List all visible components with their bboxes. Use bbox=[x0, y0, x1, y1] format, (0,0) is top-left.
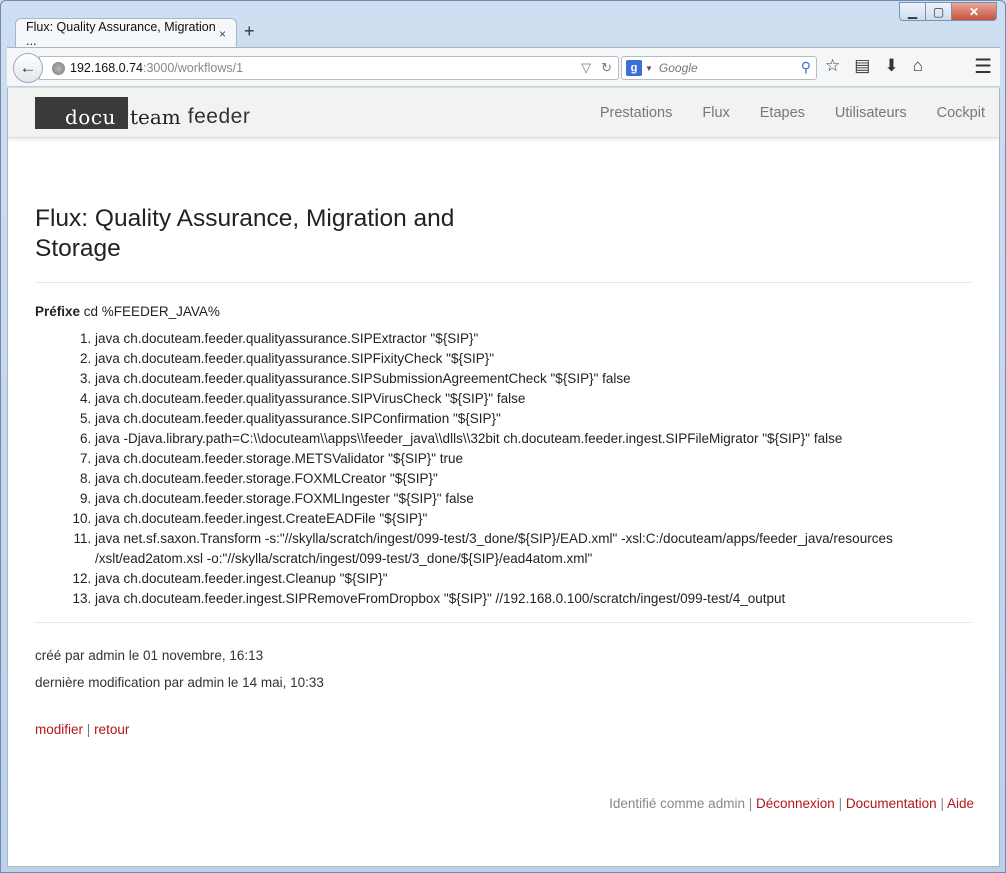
bookmark-star-icon[interactable]: ☆ bbox=[825, 56, 841, 75]
list-item: 12. java ch.docuteam.feeder.ingest.Cleanup "${SIP}" bbox=[95, 569, 972, 589]
window-controls bbox=[900, 2, 997, 21]
url-host: 192.168.0.74 bbox=[70, 61, 143, 75]
nav-item-prestations[interactable]: Prestations bbox=[599, 105, 673, 121]
minimize-button[interactable]: ▁ bbox=[899, 2, 926, 21]
nav-item-etapes[interactable]: Etapes bbox=[759, 105, 805, 121]
brand-team: team bbox=[130, 105, 181, 129]
url-path: :3000/workflows/1 bbox=[143, 61, 244, 75]
edit-link[interactable]: modifier bbox=[35, 722, 84, 737]
search-bar[interactable] bbox=[621, 56, 817, 80]
separator: | bbox=[838, 796, 843, 811]
list-item: 8. java ch.docuteam.feeder.storage.FOXMLCreator "${SIP}" bbox=[95, 469, 972, 489]
logout-link[interactable]: Déconnexion bbox=[756, 796, 835, 811]
help-link[interactable]: Aide bbox=[946, 796, 974, 811]
list-item: 4. java ch.docuteam.feeder.qualityassurance.SIPVirusCheck "${SIP}" false bbox=[95, 389, 972, 409]
nav-item-cockpit[interactable]: Cockpit bbox=[936, 105, 985, 121]
list-item: 1. java ch.docuteam.feeder.qualityassurance.SIPExtractor "${SIP}" bbox=[95, 329, 972, 349]
meta-info bbox=[35, 642, 972, 696]
documentation-link[interactable]: Documentation bbox=[845, 796, 937, 811]
back-link[interactable]: retour bbox=[94, 722, 130, 737]
search-engine-caret-icon[interactable]: ▼ bbox=[645, 63, 653, 73]
brand-logo[interactable] bbox=[35, 97, 250, 129]
list-item: 7. java ch.docuteam.feeder.storage.METSValidator "${SIP}" true bbox=[95, 449, 972, 469]
brand-docu: docu bbox=[35, 97, 128, 129]
page-viewport bbox=[7, 88, 1000, 867]
back-button[interactable] bbox=[13, 53, 43, 83]
list-item: 6. java -Djava.library.path=C:\\docuteam\\apps\\feeder_java\\dlls\\32bit ch.docuteam.feeder.ingest.SIPFileMigrator "${SIP}" false bbox=[95, 429, 972, 449]
dropdown-arrow-icon[interactable]: ▽ bbox=[581, 60, 592, 75]
download-icon[interactable]: ⬇ bbox=[884, 56, 899, 75]
menu-icon[interactable]: ☰ bbox=[974, 56, 992, 78]
prefix-line bbox=[35, 304, 972, 319]
page-title: Flux: Quality Assurance, Migration and Storage bbox=[35, 205, 455, 262]
nav-item-flux[interactable]: Flux bbox=[702, 105, 730, 121]
divider bbox=[35, 622, 972, 623]
prefix-label: Préfixe bbox=[35, 304, 81, 319]
list-item: 3. java ch.docuteam.feeder.qualityassurance.SIPSubmissionAgreementCheck "${SIP}" false bbox=[95, 369, 972, 389]
steps-list bbox=[35, 329, 972, 609]
nav-item-utilisateurs[interactable]: Utilisateurs bbox=[834, 105, 907, 121]
list-item: 5. java ch.docuteam.feeder.qualityassurance.SIPConfirmation "${SIP}" bbox=[95, 409, 972, 429]
back-arrow-icon: ← bbox=[19, 58, 37, 77]
globe-icon bbox=[52, 62, 65, 75]
search-input[interactable]: Google bbox=[658, 61, 698, 75]
search-icon[interactable]: ⚲ bbox=[800, 59, 811, 75]
list-item: 10. java ch.docuteam.feeder.ingest.CreateEADFile "${SIP}" bbox=[95, 509, 972, 529]
created-info: créé par admin le 01 novembre, 16:13 bbox=[35, 648, 264, 663]
divider bbox=[35, 282, 972, 283]
google-icon[interactable]: g bbox=[626, 60, 642, 76]
brand-feeder: feeder bbox=[187, 105, 251, 128]
identified-as: Identifié comme admin bbox=[609, 796, 745, 811]
url-bar[interactable] bbox=[39, 56, 619, 80]
separator: | bbox=[748, 796, 753, 811]
maximize-button[interactable]: ▢ bbox=[925, 2, 952, 21]
list-item: 9. java ch.docuteam.feeder.storage.FOXMLIngester "${SIP}" false bbox=[95, 489, 972, 509]
new-tab-button[interactable]: + bbox=[244, 21, 255, 41]
tab-title: Flux: Quality Assurance, Migration ... bbox=[26, 19, 216, 48]
page-actions bbox=[35, 722, 972, 737]
reading-list-icon[interactable]: ▤ bbox=[854, 56, 871, 75]
close-window-button[interactable]: ✕ bbox=[951, 2, 997, 21]
tab-close-icon[interactable]: × bbox=[218, 26, 226, 41]
nav-links bbox=[570, 88, 985, 138]
url-tools bbox=[581, 60, 612, 76]
home-icon[interactable]: ⌂ bbox=[912, 56, 923, 75]
page-footer bbox=[609, 796, 974, 811]
browser-tab[interactable] bbox=[15, 18, 237, 48]
reload-icon[interactable]: ↻ bbox=[601, 60, 612, 75]
separator: | bbox=[940, 796, 944, 811]
main-content bbox=[8, 204, 999, 737]
separator: | bbox=[86, 722, 91, 737]
list-item: 11. java net.sf.saxon.Transform -s:"//skylla/scratch/ingest/099-test/3_done/${SIP}/EAD.xml" -xsl:C:/docuteam/apps/feeder_java/resources /xslt/ead2atom.xsl -o:"//skylla/scratch/ingest/099-test/3_done/${SIP}/ead4atom.xml" bbox=[95, 529, 972, 569]
site-navbar bbox=[8, 88, 999, 138]
list-item: 2. java ch.docuteam.feeder.qualityassurance.SIPFixityCheck "${SIP}" bbox=[95, 349, 972, 369]
toolbar-icons bbox=[825, 56, 923, 76]
browser-toolbar bbox=[7, 47, 1000, 87]
modified-info: dernière modification par admin le 14 mai, 10:33 bbox=[35, 675, 324, 690]
prefix-value: cd %FEEDER_JAVA% bbox=[83, 304, 220, 319]
list-item: 13. java ch.docuteam.feeder.ingest.SIPRemoveFromDropbox "${SIP}" //192.168.0.100/scratch/ingest/099-test/4_output bbox=[95, 589, 972, 609]
